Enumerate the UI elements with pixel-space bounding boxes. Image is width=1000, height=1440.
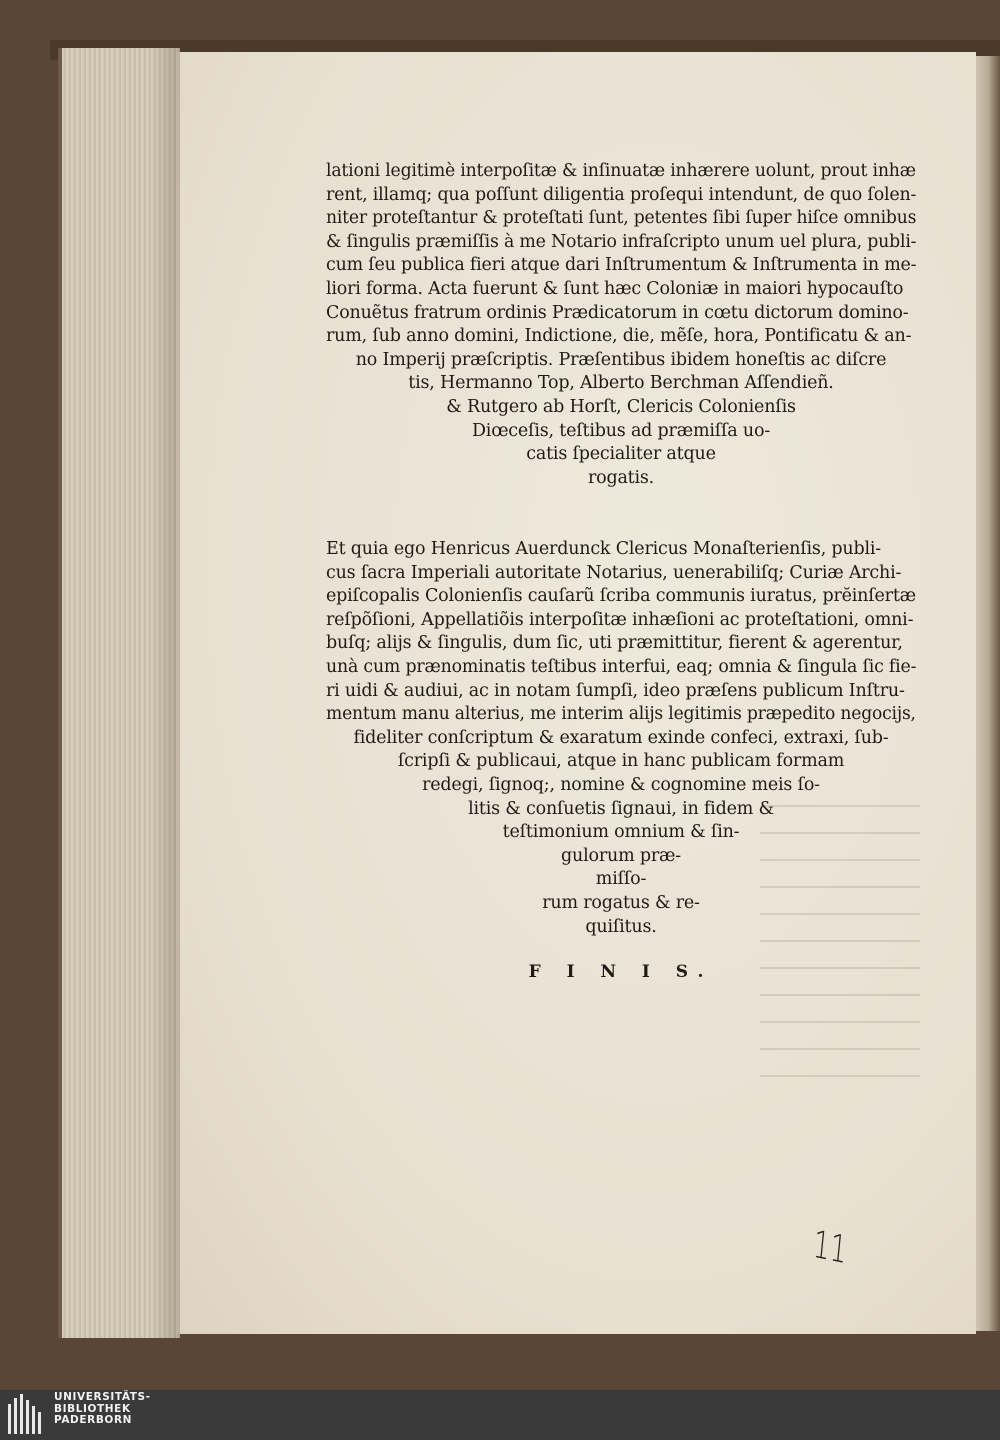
text-line: epiſcopalis Colonienſis cauſarũ ſcriba communis iuratus, prĕinſertæ — [326, 586, 916, 607]
text-block-notary — [326, 538, 916, 939]
text-line: miſſo- — [595, 869, 647, 890]
text-line: ſcripſi & publicaui, atque in hanc publicam formam — [397, 751, 845, 772]
logo-line-3: PADERBORN — [54, 1414, 133, 1426]
text-line: rum, ſub anno domini, Indictione, die, mẽſe, hora, Pontificatu & an- — [326, 326, 912, 347]
logo-line-2: BIBLIOTHEK — [54, 1402, 131, 1415]
text-line: rent, illamq; qua poſſunt diligentia proſequi intendunt, de quo ſolen- — [326, 184, 917, 205]
text-line: Conuẽtus fratrum ordinis Prædicatorum in cœtu dictorum domino- — [326, 302, 909, 323]
library-logo-icon — [6, 1394, 46, 1434]
text-line: mentum manu alterius, me interim alijs legitimis præpedito negocijs, — [326, 704, 916, 725]
text-line: litis & conſuetis ſignaui, in fidem & — [468, 798, 774, 819]
text-line: teſtimonium omnium & ſin- — [502, 822, 740, 843]
text-line: & Rutgero ab Horſt, Clericis Colonienſis — [446, 396, 796, 417]
library-logo-text — [54, 1392, 151, 1427]
text-line: Et quia ego Henricus Auerdunck Clericus Monaſterienſis, publi- — [326, 539, 882, 559]
text-line: cum ſeu publica fieri atque dari Inſtrumentum & Inſtrumenta in me- — [326, 255, 917, 276]
text-line: buſq; alijs & ſingulis, dum ſic, uti præmittitur, fierent & agerentur, — [326, 633, 903, 654]
text-line: catis ſpecialiter atque — [526, 444, 716, 465]
text-line: cus ſacra Imperiali autoritate Notarius, uenerabiliſq; Curiæ Archi- — [326, 562, 902, 583]
text-line: gulorum præ- — [561, 845, 681, 866]
text-line: quiſitus. — [585, 916, 657, 937]
text-line: tis, Hermanno Top, Alberto Berchman Aſſendieñ. — [408, 373, 834, 394]
text-line: & ſingulis præmiſſis à me Notario infraſcripto unum uel plura, publi- — [326, 231, 917, 252]
text-line: lationi legitimè interpoſitæ & inſinuatæ inhærere uolunt, prout inhæ — [326, 161, 916, 181]
text-line: no Imperij præſcriptis. Præſentibus ibidem honeſtis ac diſcre — [355, 349, 887, 370]
text-line: ri uidi & audiui, ac in notam ſumpſi, ideo præſens publicum Inſtru- — [326, 680, 905, 701]
text-line: niter proteſtantur & proteſtati ſunt, petentes ſibi ſuper hiſce omnibus — [326, 208, 917, 229]
page-right-edge — [976, 56, 1000, 1331]
text-line: liori forma. Acta fuerunt & ſunt hæc Coloniæ in maiori hypocauſto — [326, 278, 904, 299]
text-block-protocol — [326, 160, 916, 490]
text-line: rum rogatus & re- — [542, 892, 700, 913]
handwritten-folio-number: 11 — [811, 1221, 850, 1273]
logo-line-1: UNIVERSITÄTS- — [54, 1391, 151, 1403]
text-line: unà cum prænominatis teſtibus interfui, eaq; omnia & ſingula ſic fie- — [326, 656, 917, 677]
gutter-shadow — [150, 48, 180, 1338]
text-line: Diœceſis, teſtibus ad præmiſſa uo- — [471, 420, 771, 441]
text-line: reſpõſioni, Appellatiõis interpoſitæ inhæſioni ac proteſtationi, omni- — [326, 609, 914, 630]
finis-mark: F I N I S. — [528, 962, 714, 982]
text-line: redegi, ſignoq;, nomine & cognomine meis ſo- — [422, 774, 820, 795]
text-line: rogatis. — [587, 467, 655, 488]
text-line: fideliter conſcriptum & exaratum exinde confeci, extraxi, ſub- — [353, 727, 889, 748]
